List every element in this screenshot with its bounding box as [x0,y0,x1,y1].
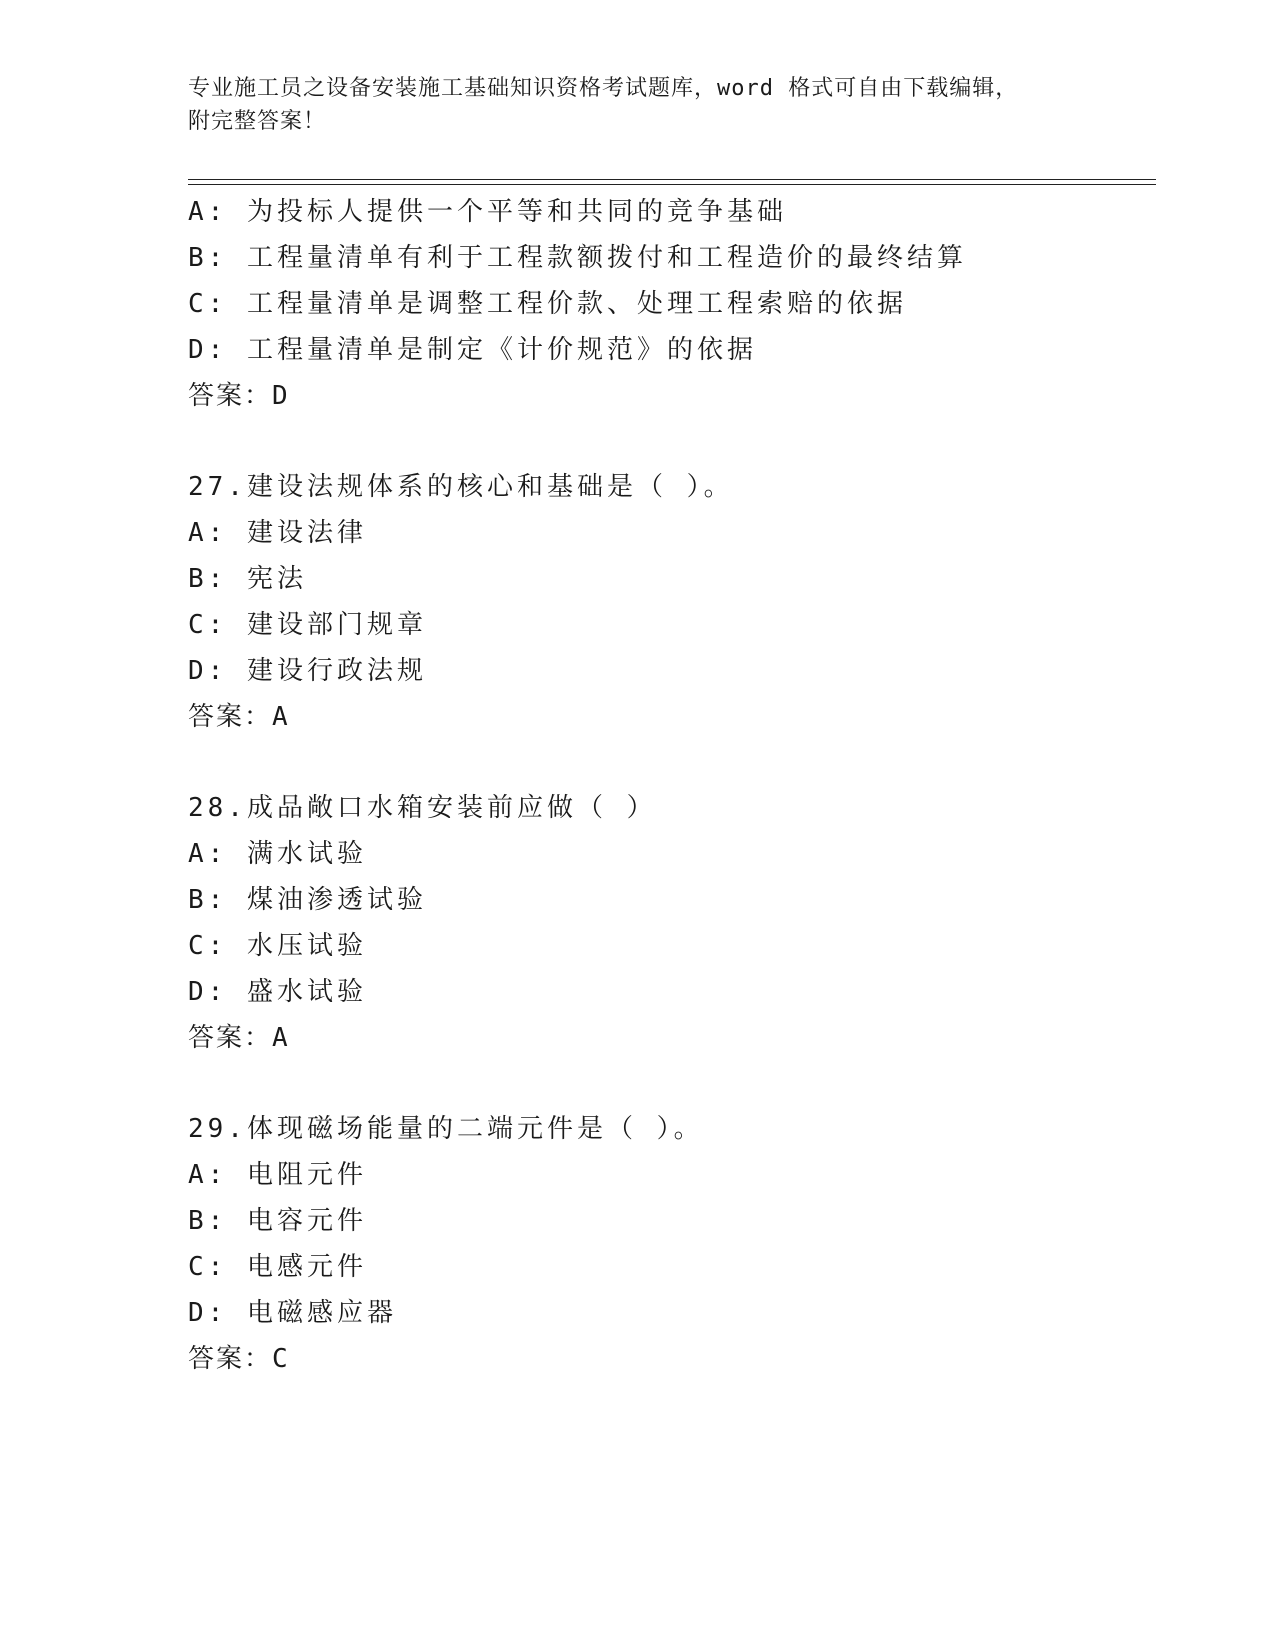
option-c: C: 电感元件 [188,1252,367,1282]
option-b: B: 电容元件 [188,1206,367,1236]
option-c: C: 水压试验 [188,931,367,961]
option-c: C: 建设部门规章 [188,610,427,640]
question-block-29 [188,1106,1156,1382]
option-a: A: 建设法律 [188,518,367,548]
option-b: B: 宪法 [188,564,307,594]
question-block-28 [188,785,1156,1061]
question-text: 28.成品敞口水箱安装前应做（ ） [188,793,657,823]
spacer [188,740,1156,785]
spacer [188,419,1156,464]
option-d: D: 建设行政法规 [188,656,427,686]
option-d: D: 电磁感应器 [188,1298,397,1328]
header-line-2: 附完整答案！ [188,109,327,134]
answer-line: 答案：A [188,702,290,732]
answer-line: 答案：C [188,1344,290,1374]
spacer [188,1061,1156,1106]
header-divider-bottom [188,184,1156,185]
question-text: 27.建设法规体系的核心和基础是（ ）。 [188,472,734,502]
header-divider-top [188,179,1156,180]
document-header [188,72,1088,138]
option-d: D: 工程量清单是制定《计价规范》的依据 [188,335,757,365]
option-a: A: 为投标人提供一个平等和共同的竞争基础 [188,197,787,227]
answer-line: 答案：D [188,381,290,411]
option-c: C: 工程量清单是调整工程价款、处理工程索赔的依据 [188,289,907,319]
question-block-26 [188,189,1156,419]
option-b: B: 煤油渗透试验 [188,885,427,915]
question-block-27 [188,464,1156,740]
option-a: A: 满水试验 [188,839,367,869]
option-b: B: 工程量清单有利于工程款额拨付和工程造价的最终结算 [188,243,967,273]
option-a: A: 电阻元件 [188,1160,367,1190]
option-d: D: 盛水试验 [188,977,367,1007]
header-line-1: 专业施工员之设备安装施工基础知识资格考试题库，word 格式可自由下载编辑， [188,76,1019,101]
question-list [188,189,1156,1382]
question-text: 29.体现磁场能量的二端元件是（ ）。 [188,1114,704,1144]
answer-line: 答案：A [188,1023,290,1053]
